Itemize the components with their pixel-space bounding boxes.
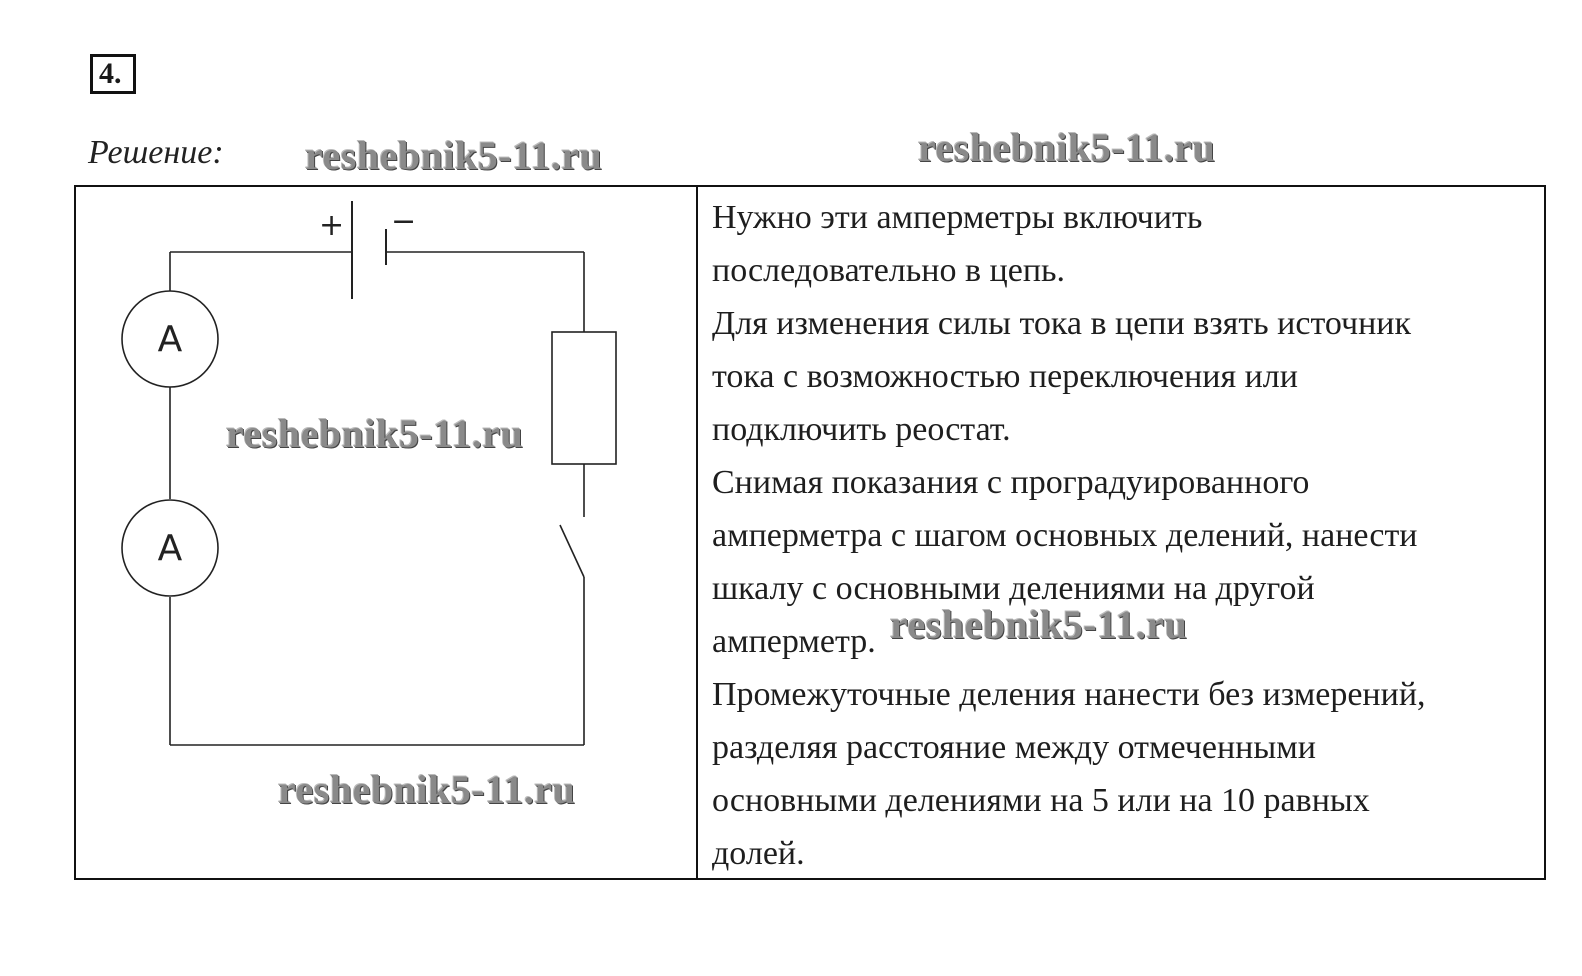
explanation-line: амперметра с шагом основных делений, нанести <box>712 517 1418 554</box>
explanation-line: разделяя расстояние между отмеченными <box>712 729 1316 766</box>
explanation-line: шкалу с основными делениями на другой <box>712 570 1315 607</box>
explanation-text <box>712 191 1542 880</box>
explanation-line: Для изменения силы тока в цепи взять источник <box>712 305 1412 342</box>
explanation-line: последовательно в цепь. <box>712 252 1066 289</box>
ammeter-1-symbol: A <box>157 319 183 360</box>
switch-blade <box>560 525 584 577</box>
watermark: reshebnik5-11.ru <box>305 133 603 178</box>
watermark: reshebnik5-11.ru <box>890 602 1188 647</box>
solution-table <box>74 185 1546 880</box>
explanation-line: Промежуточные деления нанести без измерений, <box>712 676 1426 713</box>
ammeter-2-symbol: A <box>157 528 183 569</box>
explanation-line: Нужно эти амперметры включить <box>712 199 1203 236</box>
table-divider <box>696 187 698 878</box>
resistor <box>552 332 616 464</box>
explanation-line: долей. <box>712 835 805 872</box>
watermark: reshebnik5-11.ru <box>226 411 524 456</box>
watermark: reshebnik5-11.ru <box>918 125 1216 170</box>
explanation-line: подключить реостат. <box>712 411 1011 448</box>
watermark: reshebnik5-11.ru <box>278 767 576 812</box>
circuit-diagram <box>76 187 696 878</box>
explanation-line: амперметр. <box>712 623 876 660</box>
explanation-line: Снимая показания с проградуированного <box>712 464 1310 501</box>
solution-label: Решение: <box>88 134 224 171</box>
explanation-line: тока с возможностью переключения или <box>712 358 1298 395</box>
task-number: 4. <box>90 54 136 94</box>
battery-plus-sign: + <box>319 208 345 243</box>
explanation-line: основными делениями на 5 или на 10 равных <box>712 782 1370 819</box>
battery-minus-sign: − <box>391 204 417 239</box>
